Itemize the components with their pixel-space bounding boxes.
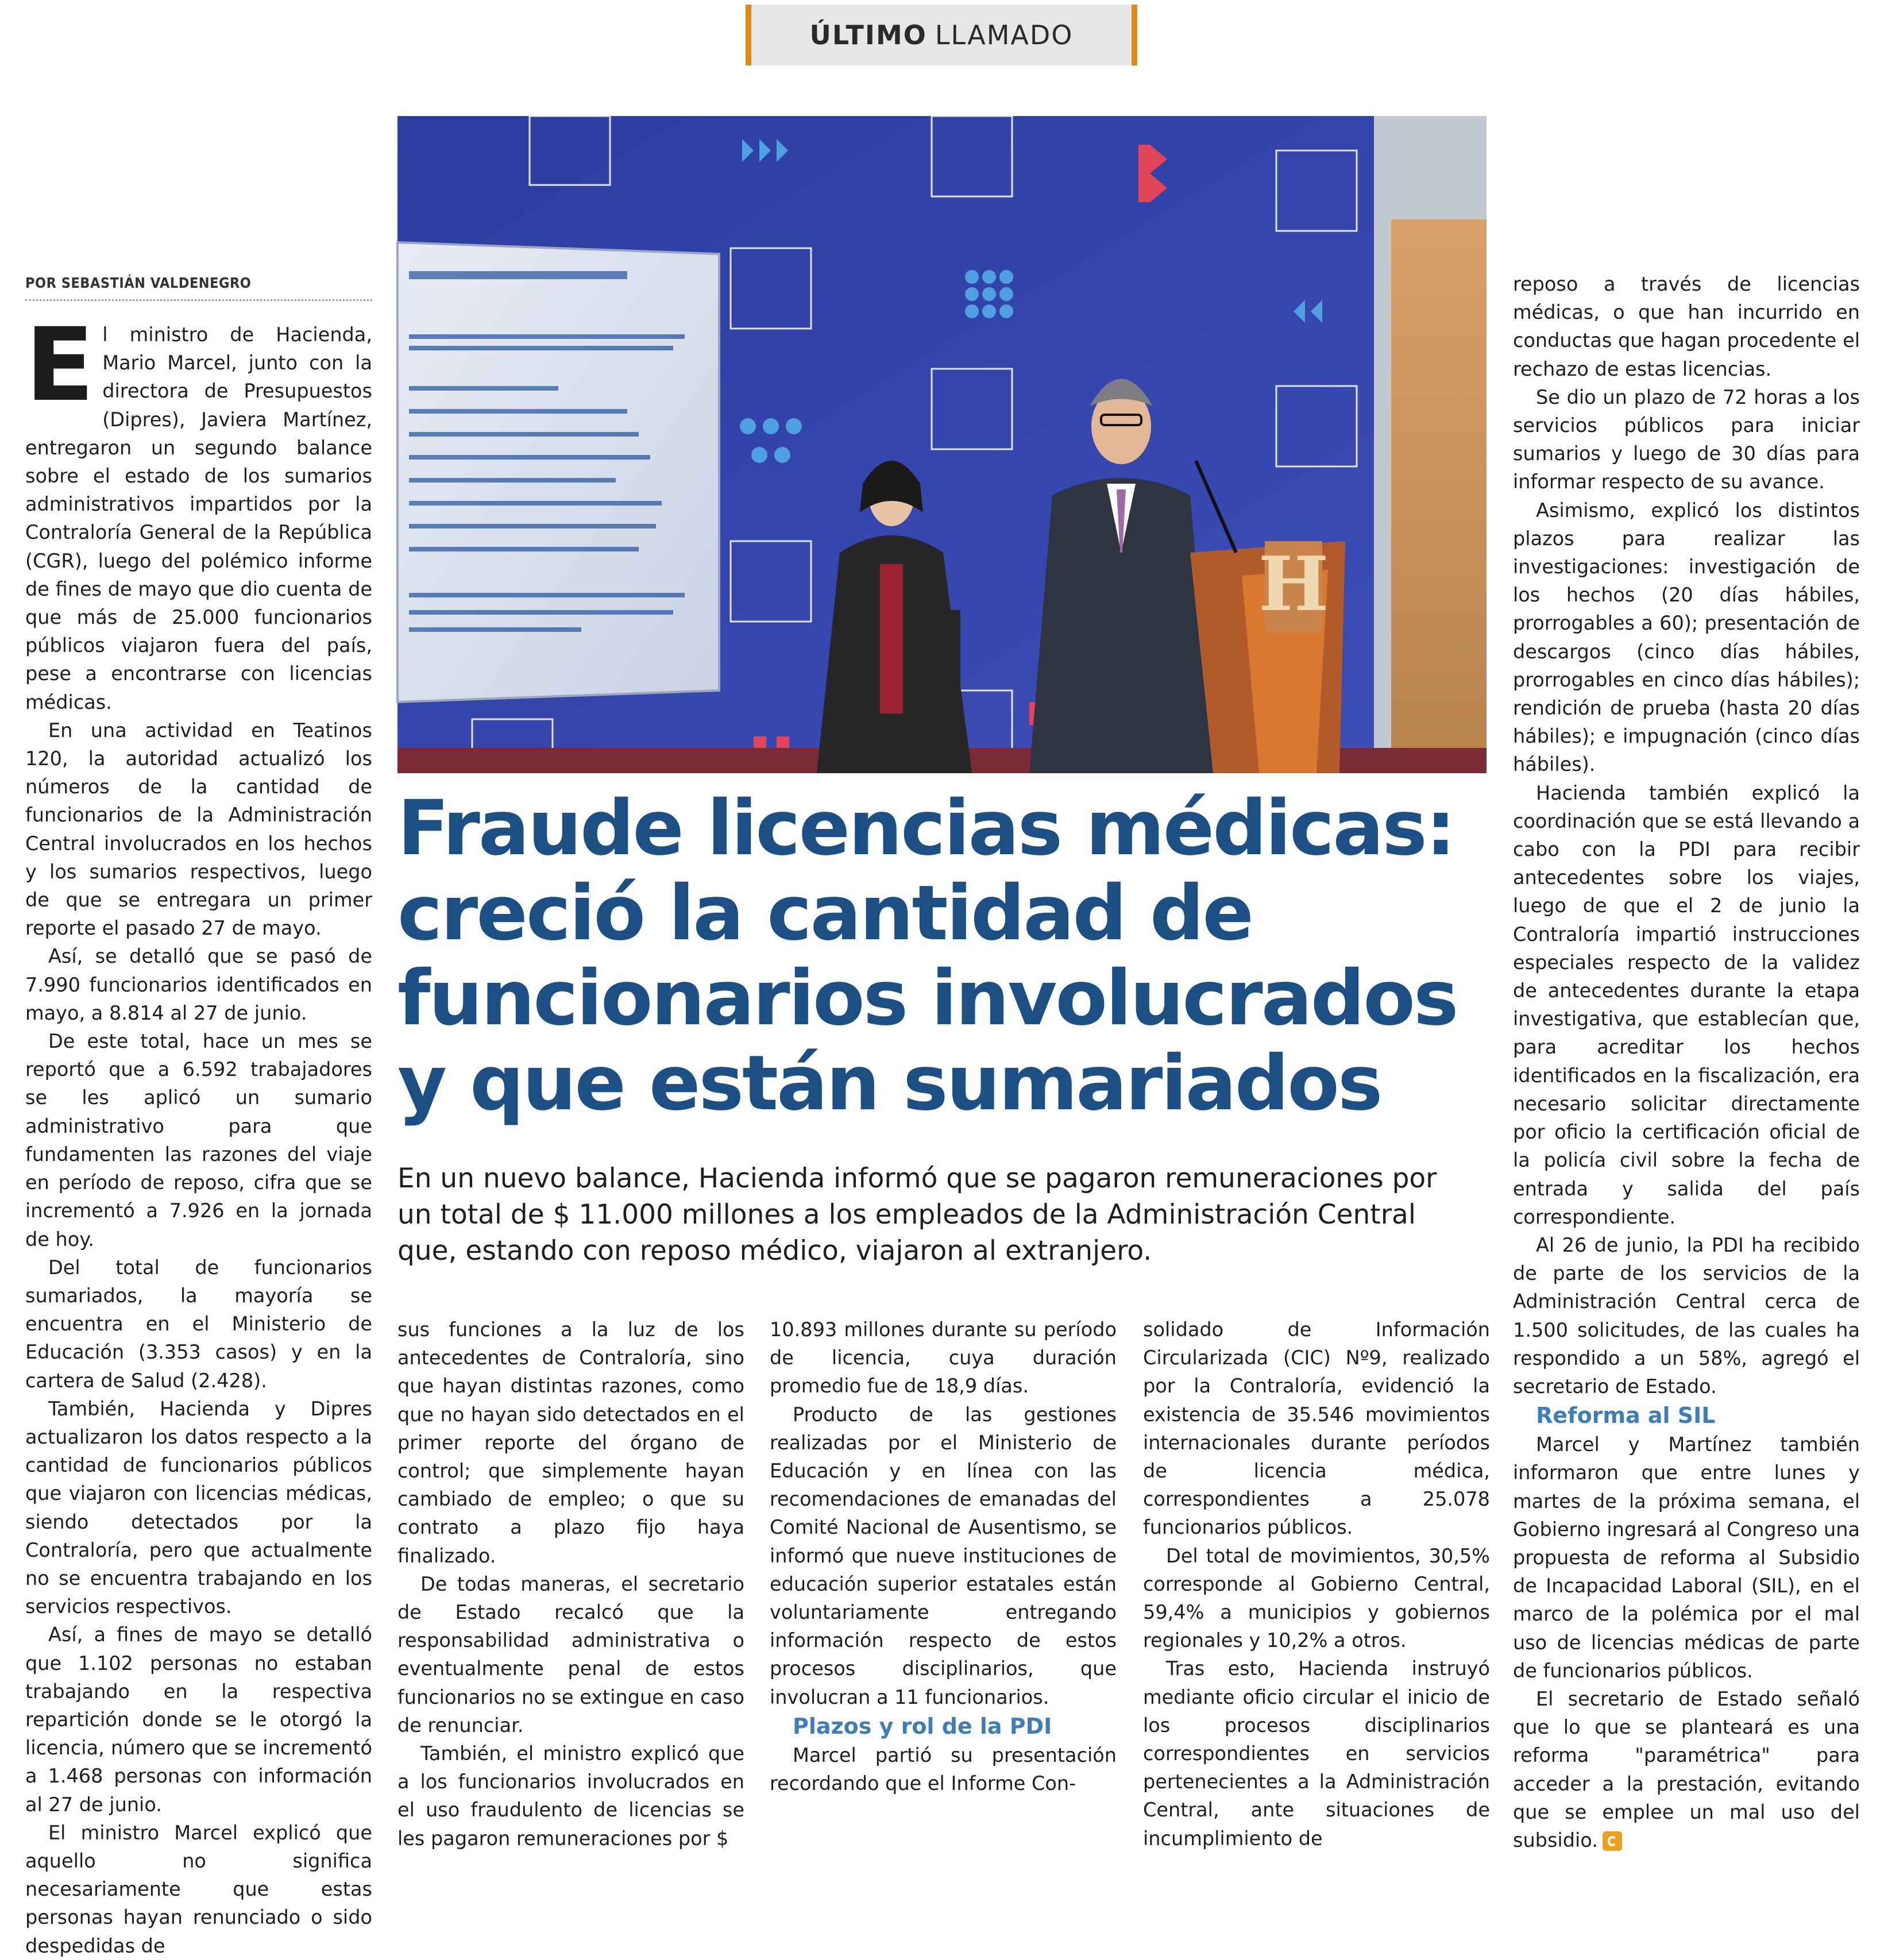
article-column-1 — [25, 306, 372, 1957]
body-paragraph: Producto de las gestiones realizadas por el Ministerio de Educación y en línea con las recomendaciones de emanadas del Comité Nacional de Ausentismo, se informó que nueve instituciones de educación superior estatales están voluntariamente entregando información respecto de estos procesos disciplinarios, que involucran a 11 funcionarios. — [770, 1403, 1117, 1708]
section-tag-text — [809, 20, 1073, 51]
body-paragraph: solidado de Información Circularizada (CIC) Nº9, realizado por la Contraloría, evidenció la existencia de 35.546 movimientos internacionales durante períodos de licencia médica, correspondientes a 25.078 funcionarios públicos. — [1143, 1318, 1490, 1539]
lead-paragraph — [25, 306, 372, 716]
body-paragraph: De este total, hace un mes se reportó que a 6.592 trabajadores se les aplicó un sumario administrativo para que fundamenten las razones del viaje en período de reposo, cifra que se incrementó a 7.926 en la jornada de hoy. — [25, 1030, 372, 1251]
photo-credit: MINISTERIO DE HACIENDA — [1861, 546, 1875, 725]
article-column-5 — [1513, 270, 1860, 1851]
body-paragraph: Se dio un plazo de 72 horas a los servicios públicos para iniciar sumarios y luego de 30 días para informar respecto de su avance. — [1513, 385, 1860, 493]
body-paragraph: También, Hacienda y Dipres actualizaron los datos respecto a la cantidad de funcionarios públicos que viajaron con licencias médicas, siendo detectados por la Contraloría, pero que actualmente no se encuentra trabajando en los servicios respectivos. — [25, 1397, 372, 1618]
end-mark-icon — [1603, 1831, 1622, 1851]
body-paragraph: Asimismo, explicó los distintos plazos para realizar las investigaciones: investigación de los hechos (20 días hábiles, prorrogables a 60); presentación de descargos (cinco días hábiles, prorrogables en cinco días hábiles); rendición de prueba (hasta 20 días hábiles); e impugnación (cinco días hábiles). — [1513, 499, 1860, 776]
article-column-4 — [1143, 1315, 1490, 1850]
closing-paragraph-text: El secretario de Estado señaló que lo que se planteará es una reforma "paramétrica" para acceder a la prestación, evitando que se emplee un mal uso del subsidio. — [1513, 1687, 1860, 1851]
headline: Fraude licencias médicas: creció la cantidad de funcionarios involucrados y que están sumariados — [397, 784, 1457, 1128]
body-paragraph — [1513, 1685, 1860, 1854]
byline: POR SEBASTIÁN VALDENEGRO — [25, 275, 372, 301]
body-paragraph: Al 26 de junio, la PDI ha recibido de parte de los servicios de la Administración Central cerca de 1.500 solicitudes, de las cuales ha respondido a un 58%, agregó el secretario de Estado. — [1513, 1233, 1860, 1398]
svg-text:H: H — [1258, 540, 1329, 628]
deck: En un nuevo balance, Hacienda informó que se pagaron remuneraciones por un total de $ 11.000 millones a los empleados de la Administración Central que, estando con reposo médico, viajaron al extranjero. — [397, 1163, 1437, 1267]
body-paragraph: Marcel y Martínez también informaron que entre lunes y martes de la próxima semana, el Gobierno ingresará al Congreso una propuesta de reforma al Subsidio de Incapacidad Laboral (SIL), en el marco de la polémica por el mal uso de licencias médicas de parte de funcionarios públicos. — [1513, 1433, 1860, 1682]
body-paragraph: De todas maneras, el secretario de Estado recalcó que la responsabilidad administrativa o eventualmente penal de estos funcionarios no se extingue en caso de renunciar. — [397, 1572, 744, 1737]
body-paragraph: Del total de funcionarios sumariados, la mayoría se encuentra en el Ministerio de Educación (3.353 casos) y en la cartera de Salud (2.428). — [25, 1256, 372, 1392]
article-column-2 — [397, 1315, 744, 1850]
body-paragraph: Así, a fines de mayo se detalló que 1.102 personas no estaban trabajando en la respectiva repartición donde se le otorgó la licencia, número que se incrementó a 1.468 personas con información al 27 de junio. — [25, 1623, 372, 1816]
body-paragraph: También, el ministro explicó que a los funcionarios involucrados en el uso fraudulento de licencias se les pagaron remuneraciones por $ — [397, 1742, 744, 1850]
article-column-3 — [770, 1315, 1117, 1795]
press-conference-illustration — [397, 116, 1487, 773]
body-paragraph: En una actividad en Teatinos 120, la autoridad actualizó los números de la cantidad de funcionarios de la Administración Central involucrados en los hechos y los sumarios respectivos, luego de que se entregara un primer reporte el pasado 27 de mayo. — [25, 719, 372, 940]
body-paragraph: Así, se detalló que se pasó de 7.990 funcionarios identificados en mayo, a 8.814 al 27 de junio. — [25, 945, 372, 1024]
section-tag-bold: ÚLTIMO — [809, 20, 927, 51]
body-paragraph: Hacienda también explicó la coordinación que se está llevando a cabo con la PDI para recibir antecedentes sobre los viajes, luego de que el 2 de junio la Contraloría impartió instrucciones especiales respecto de la validez de antecedentes durante la etapa investigativa, que establecían que, para acreditar los hechos identificados en la fiscalización, era necesario solicitar directamente por oficio la certificación oficial de la policía civil sobre la fecha de entrada y salida del país correspondiente. — [1513, 781, 1860, 1228]
body-paragraph: Tras esto, Hacienda instruyó mediante oficio circular el inicio de los procesos disciplinarios correspondientes en servicios pertenecientes a la Administración Central, ante situaciones de incumplimiento de — [1143, 1657, 1490, 1850]
body-paragraph: 10.893 millones durante su período de licencia, cuya duración promedio fue de 18,9 días. — [770, 1318, 1117, 1398]
lead-paragraph-text: l ministro de Hacienda, Mario Marcel, junto con la directora de Presupuestos (Dipres), Javiera Martínez, entregaron un segundo balance sobre el estado de los sumarios administrativos impartidos por la Contraloría General de la República (CGR), luego del polémico informe de fines de mayo que dio cuenta de que más de 25.000 funcionarios públicos viajaron fuera del país, pese a encontrarse con licencias médicas. — [25, 323, 372, 713]
body-paragraph: El ministro Marcel explicó que aquello no significa necesariamente que estas personas hayan renunciado o sido despedidas de — [25, 1821, 372, 1957]
section-tag-light: LLAMADO — [935, 20, 1074, 51]
body-paragraph: reposo a través de licencias médicas, o que han incurrido en conductas que hagan procedente el rechazo de estas licencias. — [1513, 273, 1860, 380]
body-paragraph: sus funciones a la luz de los antecedentes de Contraloría, sino que hayan distintas razones, como que no hayan sido detectados en el primer reporte del órgano de control; que simplemente hayan cambiado de empleo; o que su contrato a plazo fijo haya finalizado. — [397, 1318, 744, 1567]
body-paragraph: Marcel partió su presentación recordando que el Informe Con- — [770, 1743, 1117, 1795]
subhead-reforma: Reforma al SIL — [1536, 1403, 1716, 1429]
drop-cap: E — [25, 306, 95, 424]
section-tag — [746, 5, 1137, 65]
subhead-plazos: Plazos y rol de la PDI — [793, 1713, 1052, 1739]
body-paragraph: Del total de movimientos, 30,5% corresponde al Gobierno Central, 59,4% a municipios y gobiernos regionales y 10,2% a otros. — [1143, 1544, 1490, 1652]
